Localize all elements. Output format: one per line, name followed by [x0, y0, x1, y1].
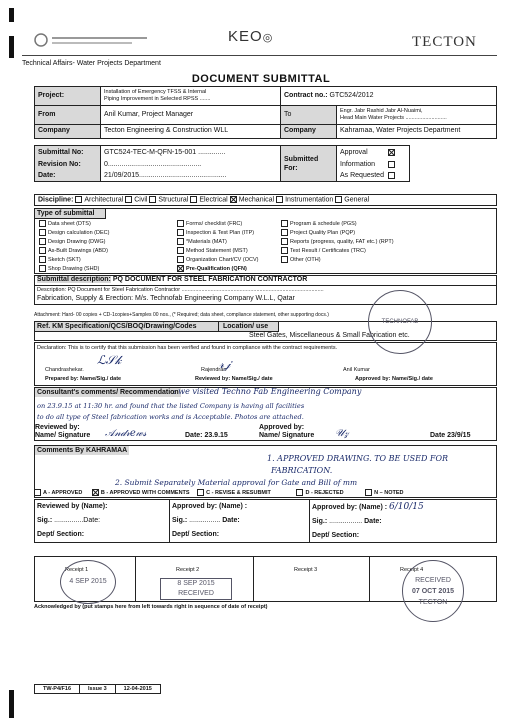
header-rule [22, 55, 497, 56]
company-label-2: Company [281, 125, 337, 138]
electrical-checkbox[interactable] [190, 196, 197, 203]
submittal-labels: Submittal No: Revision No: Date: [35, 146, 101, 181]
type-col-3: Program & schedule (PGS) Project Quality Plan (PQP) Reports (progress, quality, FAT etc.) (RPT) Test Result / Certificates (TRC) Other (OTH) [281, 220, 394, 265]
abd-checkbox[interactable] [39, 247, 46, 254]
dec-checkbox[interactable] [39, 229, 46, 236]
from-row [34, 105, 497, 125]
type-col-1: Data sheet (DTS) Design calculation (DEC) Design Drawing (DWG) As-Built Drawings (ABD) Sketch (SKT) Shop Drawing (SHD) [39, 220, 109, 274]
submittal-block [34, 145, 410, 182]
kahramaa-approved-cell-1: Approved by: (Name) : Sig.: ................ Date: Dept/ Section: [170, 500, 310, 542]
acknowledged-label: Acknowledged by (put stamps here from left towards right in sequence of date of receipt) [34, 604, 268, 610]
receipt-3: Receipt 3 [254, 557, 370, 601]
approved-by-label: Approved by: Name/Sig./ date [355, 376, 433, 382]
reviewed-by-label: Reviewed by: Name/Sig./ date [195, 376, 273, 382]
submittal-values [101, 146, 281, 181]
prepared-name: Chandrashekar. [45, 367, 84, 373]
location-label: Location/ use [219, 322, 279, 332]
general-checkbox[interactable] [335, 196, 342, 203]
prepared-signature: ℒ𝒮𝓀 [97, 353, 122, 367]
declaration-block [34, 342, 497, 386]
status-c-checkbox[interactable] [197, 489, 204, 496]
description-line-2: Fabrication, Supply & Erection: M/s. Technofab Engineering Company W.L.L, Qatar [37, 295, 295, 302]
company-label: Company [35, 125, 101, 138]
company-row [34, 124, 497, 139]
rpt-checkbox[interactable] [281, 238, 288, 245]
status-b-checkbox[interactable] [92, 489, 99, 496]
as-requested-checkbox[interactable] [388, 172, 395, 179]
issue-number: Issue 3 [80, 685, 116, 693]
receipt-stamp-4: RECEIVED 07 OCT 2015 TECTON [402, 560, 464, 622]
approver-name: Anil Kumar [343, 367, 370, 373]
receipt-4: Receipt 4 [400, 567, 424, 573]
binder-mark [9, 690, 14, 718]
project-label: Project: [35, 87, 101, 105]
consultant-comment-2: on 23.9.15 at 11:30 hr. and found that the listed Company is having all facilities [37, 402, 305, 410]
civil-checkbox[interactable] [125, 196, 132, 203]
company-value: Tecton Engineering & Construction WLL [101, 125, 281, 138]
pqp-checkbox[interactable] [281, 229, 288, 236]
submittal-date: 21/09/2015............................................. [104, 172, 227, 179]
submitted-for-label: Submitted For: [281, 146, 337, 181]
kahramaa-comment-3: 2. Submit Separately Material approval for Gate and Bill of mm [115, 478, 358, 487]
consultant-reviewed-label: Reviewed by: Name/ Signature [35, 424, 91, 439]
submittal-no: GTC524-TEC-M-QFN-15-001 .............. [104, 149, 226, 156]
footer [34, 684, 161, 694]
reviewer-name: Rajendran [201, 367, 227, 373]
kahramaa-comment-2: FABRICATION. [271, 466, 333, 475]
consultant-block [34, 387, 497, 441]
ref-label: Ref. KM Specification/QCS/BOQ/Drawing/Codes [35, 322, 219, 332]
approval-signature-block [34, 499, 497, 543]
status-options: A - APPROVED B - APPROVED WITH COMMENTS C - REVISE & RESUBMIT D - REJECTED N – NOTED [34, 489, 497, 496]
status-d-checkbox[interactable] [296, 489, 303, 496]
qfn-checkbox[interactable] [177, 265, 184, 272]
structural-checkbox[interactable] [149, 196, 156, 203]
dwg-checkbox[interactable] [39, 238, 46, 245]
from-label: From [35, 106, 101, 124]
issue-date: 12-04-2015 [123, 686, 152, 692]
itp-checkbox[interactable] [177, 229, 184, 236]
status-a-checkbox[interactable] [34, 489, 41, 496]
discipline-row: Discipline: Architectural Civil Structural Electrical Mechanical Instrumentation General [34, 194, 497, 206]
mechanical-checkbox[interactable] [230, 196, 237, 203]
ocv-checkbox[interactable] [177, 256, 184, 263]
prepared-by-label: Prepared by: Name/Sig./ date [45, 376, 122, 382]
architectural-checkbox[interactable] [75, 196, 82, 203]
submitted-for-checks [388, 147, 397, 182]
mat-checkbox[interactable] [177, 238, 184, 245]
type-col-2: Forms/ checklist (FRC) Inspection & Test Plan (ITP) *Materials (MAT) Method Statement (MST) Organization Chart/CV (OCV) Pre-Qualification (QFN) [177, 220, 258, 274]
information-checkbox[interactable] [388, 161, 395, 168]
kahramaa-label: Comments By KAHRAMAA [37, 447, 128, 454]
type-block [34, 208, 497, 274]
consultant-reviewed-date: Date: 23.9.15 [185, 432, 228, 439]
submitted-for-options: Approval Information As Requested [340, 149, 384, 179]
binder-mark [9, 36, 14, 58]
type-label: Type of submittal [35, 209, 106, 219]
pgs-checkbox[interactable] [281, 220, 288, 227]
location-value: Steel Gates, Miscellaneous & Small Fabrication etc. [249, 332, 410, 339]
from-value: Anil Kumar, Project Manager [101, 106, 281, 124]
declaration-text: Declaration: This is to certify that this submission has been verified and found in compliance with the contract requirements. [37, 345, 338, 351]
trc-checkbox[interactable] [281, 247, 288, 254]
status-n-checkbox[interactable] [365, 489, 372, 496]
revision-no: 0................................................ [104, 160, 202, 168]
receipt-2: Receipt 2 [136, 557, 254, 601]
company-value-2: Kahramaa, Water Projects Department [340, 127, 461, 134]
shd-checkbox[interactable] [39, 265, 46, 272]
consultant-comment-3: to do all type of Steel fabrication works and is Acceptable. Photos are attached. [37, 413, 304, 421]
description-block [34, 275, 497, 305]
dts-checkbox[interactable] [39, 220, 46, 227]
approval-checkbox[interactable] [388, 149, 395, 156]
kahramaa-logo [34, 30, 154, 50]
receipt-1: Receipt 1 [35, 557, 136, 601]
consultant-comment-1: : we visited Techno Fab Engineering Company [173, 387, 362, 396]
binder-mark [9, 8, 14, 22]
receipt-stamp-1: 4 SEP 2015 [60, 560, 116, 604]
mst-checkbox[interactable] [177, 247, 184, 254]
form-number: TW-P4/F16 [35, 685, 80, 693]
oth-checkbox[interactable] [281, 256, 288, 263]
attachment-line: Attachment: Hard- 00 copies + CD-1copies+Samples 00 nos., (* Required; data sheet, compliance statement, other supporting docs.) [34, 312, 329, 318]
skt-checkbox[interactable] [39, 256, 46, 263]
consultant-approved-label: Approved by: Name/ Signature [259, 424, 315, 439]
frc-checkbox[interactable] [177, 220, 184, 227]
consultant-approver-signature: 𝒰𝓏 [335, 428, 349, 439]
consultant-label: Consultant's comments/ Recommendation [37, 389, 179, 396]
contract-no: Contract no.: GTC524/2012 [284, 92, 374, 99]
company-stamp: TECHNOFAB [368, 290, 432, 354]
kahramaa-comment-1: 1. APPROVED DRAWING. TO BE USED FOR [267, 454, 449, 463]
keo-logo: KEO◎ [228, 28, 274, 45]
department-label: Technical Affairs- Water Projects Department [22, 60, 161, 67]
page-title: DOCUMENT SUBMITTAL [191, 73, 331, 85]
reviewer-signature: 𝓇𝒿 [219, 357, 231, 371]
receipt-stamp-2: 8 SEP 2015 RECEIVED [160, 578, 232, 600]
tecton-logo: TECTON [412, 34, 477, 50]
consultant-reviewer-signature: 𝒜𝓃𝒹𝓇𝑒𝓌𝓈 [105, 428, 147, 439]
project-row [34, 86, 497, 106]
kahramaa-reviewed-cell: Reviewed by (Name): Sig.: ...............Date: Dept/ Section: [35, 500, 170, 542]
to-value: Engr. Jabr Rashid Jabr Al-Nuaimi, Head Main Water Projects ........................... [340, 108, 447, 121]
description-line-1: Description: PQ Document for Steel Fabrication Contractor ............................................................................................. [37, 287, 324, 293]
instrumentation-checkbox[interactable] [276, 196, 283, 203]
kahramaa-approved-cell-2: Approved by: (Name) : 6/10/15 Sig.: ................. Date: Dept/ Section: [312, 502, 424, 539]
consultant-approved-date: Date 23/9/15 [430, 432, 471, 439]
project-value: Installation of Emergency TFSS & Internal Piping Improvement in Selected RPSS ....... [101, 87, 281, 105]
description-title: Submittal description: PQ DOCUMENT FOR STEEL FABRICATION CONTRACTOR [35, 276, 496, 286]
to-label: To [281, 106, 337, 124]
